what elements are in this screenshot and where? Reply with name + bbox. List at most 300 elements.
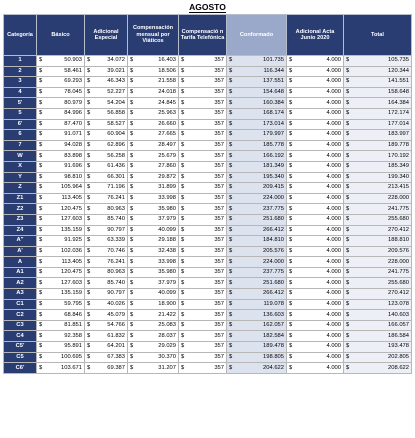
total-cell xyxy=(344,130,412,141)
total-value: 228.000 xyxy=(388,258,409,265)
viaticos-cell xyxy=(128,267,179,278)
total-cell xyxy=(344,257,412,268)
conformado-value: 136.603 xyxy=(263,311,284,318)
currency-symbol: $ xyxy=(229,258,233,265)
adicional-value: 80.963 xyxy=(107,269,125,276)
currency-symbol: $ xyxy=(181,216,185,223)
total-cell xyxy=(344,310,412,321)
tarifa-cell xyxy=(179,225,227,236)
basico-cell xyxy=(37,161,85,172)
tarifa-cell xyxy=(179,204,227,215)
currency-symbol: $ xyxy=(346,205,350,212)
basico-cell xyxy=(37,278,85,289)
page-title xyxy=(0,2,415,13)
tarifa-cell xyxy=(179,289,227,300)
conformado-value: 189.478 xyxy=(263,343,284,350)
tarifa-value: 357 xyxy=(214,131,224,138)
currency-symbol: $ xyxy=(346,311,350,318)
currency-symbol: $ xyxy=(39,353,43,360)
table-header-row xyxy=(4,15,412,56)
viaticos-cell xyxy=(128,130,179,141)
acta-value: 4.000 xyxy=(326,311,341,318)
basico-cell xyxy=(37,172,85,183)
adicional-cell xyxy=(85,214,128,225)
currency-symbol: $ xyxy=(229,364,233,371)
category-cell: A2 xyxy=(4,278,37,289)
adicional-value: 40.026 xyxy=(107,300,125,307)
acta-value: 4.000 xyxy=(326,247,341,254)
total-value: 255.680 xyxy=(388,279,409,286)
table-row xyxy=(4,257,412,268)
table-row xyxy=(4,172,412,183)
currency-symbol: $ xyxy=(229,353,233,360)
acta-value: 4.000 xyxy=(326,343,341,350)
acta-cell xyxy=(287,119,344,130)
currency-symbol: $ xyxy=(39,152,43,159)
currency-symbol: $ xyxy=(130,89,134,96)
acta-cell xyxy=(287,320,344,331)
conformado-cell xyxy=(227,98,287,109)
basico-value: 94.028 xyxy=(64,142,82,149)
total-cell xyxy=(344,193,412,204)
basico-value: 127.603 xyxy=(61,216,82,223)
acta-value: 4.000 xyxy=(326,258,341,265)
total-value: 164.384 xyxy=(388,99,409,106)
header-basico: Básico xyxy=(37,15,85,56)
currency-symbol: $ xyxy=(289,195,293,202)
viaticos-value: 25.083 xyxy=(158,322,176,329)
total-cell xyxy=(344,289,412,300)
total-value: 209.576 xyxy=(388,247,409,254)
tarifa-value: 357 xyxy=(214,300,224,307)
total-cell xyxy=(344,320,412,331)
table-row xyxy=(4,87,412,98)
category-cell: Z2 xyxy=(4,204,37,215)
total-value: 188.810 xyxy=(388,237,409,244)
acta-value: 4.000 xyxy=(326,131,341,138)
currency-symbol: $ xyxy=(87,142,91,149)
category-cell: C3 xyxy=(4,320,37,331)
total-value: 186.584 xyxy=(388,332,409,339)
conformado-cell xyxy=(227,56,287,67)
acta-cell xyxy=(287,98,344,109)
currency-symbol: $ xyxy=(289,300,293,307)
total-cell xyxy=(344,108,412,119)
currency-symbol: $ xyxy=(130,332,134,339)
basico-value: 113.405 xyxy=(61,195,82,202)
currency-symbol: $ xyxy=(130,195,134,202)
currency-symbol: $ xyxy=(289,184,293,191)
acta-cell xyxy=(287,257,344,268)
header-categoria: Categoría xyxy=(4,15,37,56)
table-row xyxy=(4,140,412,151)
tarifa-cell xyxy=(179,108,227,119)
currency-symbol: $ xyxy=(181,131,185,138)
currency-symbol: $ xyxy=(289,279,293,286)
currency-symbol: $ xyxy=(87,195,91,202)
table-row xyxy=(4,130,412,141)
basico-cell xyxy=(37,87,85,98)
conformado-cell xyxy=(227,257,287,268)
viaticos-value: 37.979 xyxy=(158,216,176,223)
category-cell: Z3 xyxy=(4,214,37,225)
viaticos-value: 30.370 xyxy=(158,353,176,360)
currency-symbol: $ xyxy=(289,110,293,117)
category-cell: C4 xyxy=(4,331,37,342)
tarifa-cell xyxy=(179,161,227,172)
currency-symbol: $ xyxy=(87,67,91,74)
basico-value: 59.795 xyxy=(64,300,82,307)
tarifa-cell xyxy=(179,342,227,353)
currency-symbol: $ xyxy=(39,247,43,254)
tarifa-value: 357 xyxy=(214,269,224,276)
currency-symbol: $ xyxy=(87,120,91,127)
adicional-value: 67.383 xyxy=(107,353,125,360)
viaticos-cell xyxy=(128,310,179,321)
viaticos-cell xyxy=(128,87,179,98)
conformado-cell xyxy=(227,331,287,342)
adicional-cell xyxy=(85,320,128,331)
conformado-cell xyxy=(227,236,287,247)
currency-symbol: $ xyxy=(346,226,350,233)
table-row xyxy=(4,342,412,353)
currency-symbol: $ xyxy=(39,110,43,117)
total-value: 105.735 xyxy=(388,57,409,64)
tarifa-value: 357 xyxy=(214,247,224,254)
currency-symbol: $ xyxy=(130,322,134,329)
currency-symbol: $ xyxy=(289,226,293,233)
adicional-value: 64.201 xyxy=(107,343,125,350)
currency-symbol: $ xyxy=(87,131,91,138)
currency-symbol: $ xyxy=(289,269,293,276)
currency-symbol: $ xyxy=(289,237,293,244)
currency-symbol: $ xyxy=(229,332,233,339)
currency-symbol: $ xyxy=(39,269,43,276)
tarifa-value: 357 xyxy=(214,216,224,223)
acta-value: 4.000 xyxy=(326,226,341,233)
adicional-cell xyxy=(85,204,128,215)
currency-symbol: $ xyxy=(39,57,43,64)
adicional-cell xyxy=(85,278,128,289)
tarifa-cell xyxy=(179,172,227,183)
tarifa-cell xyxy=(179,98,227,109)
tarifa-cell xyxy=(179,299,227,310)
currency-symbol: $ xyxy=(39,343,43,350)
currency-symbol: $ xyxy=(346,216,350,223)
conformado-value: 162.057 xyxy=(263,322,284,329)
adicional-value: 34.072 xyxy=(107,57,125,64)
currency-symbol: $ xyxy=(87,364,91,371)
total-cell xyxy=(344,161,412,172)
currency-symbol: $ xyxy=(229,67,233,74)
table-row xyxy=(4,246,412,257)
basico-value: 135.159 xyxy=(61,290,82,297)
total-cell xyxy=(344,278,412,289)
category-cell: Z4 xyxy=(4,225,37,236)
adicional-cell xyxy=(85,130,128,141)
category-cell: C6' xyxy=(4,363,37,374)
conformado-value: 184.810 xyxy=(263,237,284,244)
currency-symbol: $ xyxy=(229,152,233,159)
currency-symbol: $ xyxy=(346,142,350,149)
total-cell xyxy=(344,87,412,98)
tarifa-value: 357 xyxy=(214,152,224,159)
tarifa-cell xyxy=(179,246,227,257)
viaticos-value: 16.403 xyxy=(158,57,176,64)
tarifa-cell xyxy=(179,140,227,151)
currency-symbol: $ xyxy=(181,290,185,297)
currency-symbol: $ xyxy=(289,311,293,318)
viaticos-cell xyxy=(128,66,179,77)
currency-symbol: $ xyxy=(346,195,350,202)
conformado-value: 237.775 xyxy=(263,205,284,212)
header-total: Total xyxy=(344,15,412,56)
tarifa-cell xyxy=(179,183,227,194)
adicional-cell xyxy=(85,352,128,363)
adicional-cell xyxy=(85,225,128,236)
acta-cell xyxy=(287,130,344,141)
viaticos-value: 27.665 xyxy=(158,131,176,138)
conformado-value: 173.014 xyxy=(263,120,284,127)
basico-cell xyxy=(37,236,85,247)
currency-symbol: $ xyxy=(346,322,350,329)
basico-value: 113.405 xyxy=(61,258,82,265)
viaticos-cell xyxy=(128,257,179,268)
currency-symbol: $ xyxy=(181,258,185,265)
table-row xyxy=(4,331,412,342)
acta-cell xyxy=(287,278,344,289)
conformado-cell xyxy=(227,342,287,353)
adicional-value: 56.258 xyxy=(107,152,125,159)
currency-symbol: $ xyxy=(346,269,350,276)
tarifa-value: 357 xyxy=(214,364,224,371)
conformado-cell xyxy=(227,193,287,204)
conformado-value: 166.192 xyxy=(263,152,284,159)
currency-symbol: $ xyxy=(87,216,91,223)
table-row xyxy=(4,225,412,236)
currency-symbol: $ xyxy=(346,279,350,286)
currency-symbol: $ xyxy=(289,67,293,74)
currency-symbol: $ xyxy=(181,110,185,117)
currency-symbol: $ xyxy=(181,195,185,202)
currency-symbol: $ xyxy=(346,258,350,265)
currency-symbol: $ xyxy=(130,131,134,138)
acta-value: 4.000 xyxy=(326,67,341,74)
tarifa-value: 357 xyxy=(214,258,224,265)
adicional-cell xyxy=(85,267,128,278)
conformado-cell xyxy=(227,161,287,172)
salary-table xyxy=(3,14,412,374)
currency-symbol: $ xyxy=(229,300,233,307)
table-row xyxy=(4,204,412,215)
currency-symbol: $ xyxy=(181,332,185,339)
viaticos-value: 37.979 xyxy=(158,279,176,286)
table-row xyxy=(4,56,412,67)
currency-symbol: $ xyxy=(39,142,43,149)
viaticos-cell xyxy=(128,119,179,130)
currency-symbol: $ xyxy=(130,110,134,117)
viaticos-value: 27.860 xyxy=(158,163,176,170)
currency-symbol: $ xyxy=(39,258,43,265)
title-text: AGOSTO xyxy=(189,2,226,12)
tarifa-cell xyxy=(179,119,227,130)
acta-cell xyxy=(287,352,344,363)
viaticos-value: 40.099 xyxy=(158,290,176,297)
currency-symbol: $ xyxy=(181,311,185,318)
currency-symbol: $ xyxy=(39,184,43,191)
adicional-cell xyxy=(85,363,128,374)
acta-value: 4.000 xyxy=(326,300,341,307)
currency-symbol: $ xyxy=(181,67,185,74)
total-cell xyxy=(344,172,412,183)
adicional-value: 56.858 xyxy=(107,110,125,117)
acta-value: 4.000 xyxy=(326,99,341,106)
currency-symbol: $ xyxy=(39,226,43,233)
conformado-value: 251.680 xyxy=(263,216,284,223)
currency-symbol: $ xyxy=(289,89,293,96)
total-cell xyxy=(344,352,412,363)
adicional-value: 58.527 xyxy=(107,120,125,127)
currency-symbol: $ xyxy=(87,184,91,191)
basico-value: 98.810 xyxy=(64,173,82,180)
currency-symbol: $ xyxy=(130,269,134,276)
tarifa-value: 357 xyxy=(214,89,224,96)
total-cell xyxy=(344,331,412,342)
viaticos-cell xyxy=(128,331,179,342)
category-cell: X xyxy=(4,161,37,172)
tarifa-cell xyxy=(179,278,227,289)
total-cell xyxy=(344,98,412,109)
adicional-cell xyxy=(85,108,128,119)
conformado-cell xyxy=(227,299,287,310)
currency-symbol: $ xyxy=(289,364,293,371)
acta-cell xyxy=(287,108,344,119)
tarifa-value: 357 xyxy=(214,110,224,117)
currency-symbol: $ xyxy=(39,290,43,297)
adicional-cell xyxy=(85,183,128,194)
basico-cell xyxy=(37,331,85,342)
viaticos-value: 28.497 xyxy=(158,142,176,149)
basico-cell xyxy=(37,119,85,130)
tarifa-cell xyxy=(179,130,227,141)
category-cell: W xyxy=(4,151,37,162)
conformado-cell xyxy=(227,267,287,278)
tarifa-cell xyxy=(179,363,227,374)
total-value: 166.057 xyxy=(388,322,409,329)
total-value: 193.478 xyxy=(388,343,409,350)
table-row xyxy=(4,320,412,331)
currency-symbol: $ xyxy=(181,99,185,106)
adicional-value: 66.301 xyxy=(107,173,125,180)
tarifa-value: 357 xyxy=(214,67,224,74)
currency-symbol: $ xyxy=(130,300,134,307)
currency-symbol: $ xyxy=(229,226,233,233)
currency-symbol: $ xyxy=(39,89,43,96)
acta-cell xyxy=(287,66,344,77)
basico-cell xyxy=(37,77,85,88)
total-value: 185.349 xyxy=(388,163,409,170)
currency-symbol: $ xyxy=(39,332,43,339)
acta-cell xyxy=(287,183,344,194)
tarifa-cell xyxy=(179,87,227,98)
adicional-cell xyxy=(85,331,128,342)
category-cell: C5' xyxy=(4,342,37,353)
tarifa-value: 357 xyxy=(214,195,224,202)
adicional-value: 63.339 xyxy=(107,237,125,244)
viaticos-value: 26.660 xyxy=(158,120,176,127)
acta-value: 4.000 xyxy=(326,57,341,64)
viaticos-value: 25.963 xyxy=(158,110,176,117)
currency-symbol: $ xyxy=(181,247,185,254)
currency-symbol: $ xyxy=(229,279,233,286)
conformado-cell xyxy=(227,363,287,374)
tarifa-cell xyxy=(179,320,227,331)
currency-symbol: $ xyxy=(181,364,185,371)
adicional-cell xyxy=(85,56,128,67)
viaticos-value: 25.679 xyxy=(158,152,176,159)
currency-symbol: $ xyxy=(130,120,134,127)
currency-symbol: $ xyxy=(229,57,233,64)
basico-value: 91.071 xyxy=(64,131,82,138)
acta-value: 4.000 xyxy=(326,353,341,360)
viaticos-cell xyxy=(128,320,179,331)
adicional-value: 62.896 xyxy=(107,142,125,149)
basico-value: 100.695 xyxy=(61,353,82,360)
basico-cell xyxy=(37,214,85,225)
total-value: 189.778 xyxy=(388,142,409,149)
basico-cell xyxy=(37,310,85,321)
table-row xyxy=(4,363,412,374)
viaticos-cell xyxy=(128,214,179,225)
currency-symbol: $ xyxy=(229,163,233,170)
adicional-cell xyxy=(85,119,128,130)
currency-symbol: $ xyxy=(289,142,293,149)
conformado-cell xyxy=(227,320,287,331)
adicional-value: 76.241 xyxy=(107,195,125,202)
total-cell xyxy=(344,363,412,374)
viaticos-cell xyxy=(128,204,179,215)
currency-symbol: $ xyxy=(39,120,43,127)
currency-symbol: $ xyxy=(289,173,293,180)
currency-symbol: $ xyxy=(181,322,185,329)
conformado-value: 154.648 xyxy=(263,89,284,96)
acta-cell xyxy=(287,140,344,151)
currency-symbol: $ xyxy=(87,152,91,159)
viaticos-value: 35.980 xyxy=(158,269,176,276)
currency-symbol: $ xyxy=(181,300,185,307)
basico-cell xyxy=(37,183,85,194)
conformado-cell xyxy=(227,66,287,77)
tarifa-value: 357 xyxy=(214,290,224,297)
viaticos-value: 33.998 xyxy=(158,195,176,202)
header-conformado: Conformado xyxy=(227,15,287,56)
table-row xyxy=(4,214,412,225)
basico-value: 92.358 xyxy=(64,332,82,339)
tarifa-cell xyxy=(179,56,227,67)
viaticos-cell xyxy=(128,172,179,183)
currency-symbol: $ xyxy=(87,290,91,297)
acta-cell xyxy=(287,77,344,88)
total-value: 141.551 xyxy=(388,78,409,85)
currency-symbol: $ xyxy=(289,99,293,106)
table-row xyxy=(4,98,412,109)
tarifa-value: 357 xyxy=(214,184,224,191)
tarifa-value: 357 xyxy=(214,120,224,127)
category-cell: 3 xyxy=(4,77,37,88)
conformado-value: 101.735 xyxy=(263,57,284,64)
category-cell: C2 xyxy=(4,310,37,321)
acta-cell xyxy=(287,193,344,204)
